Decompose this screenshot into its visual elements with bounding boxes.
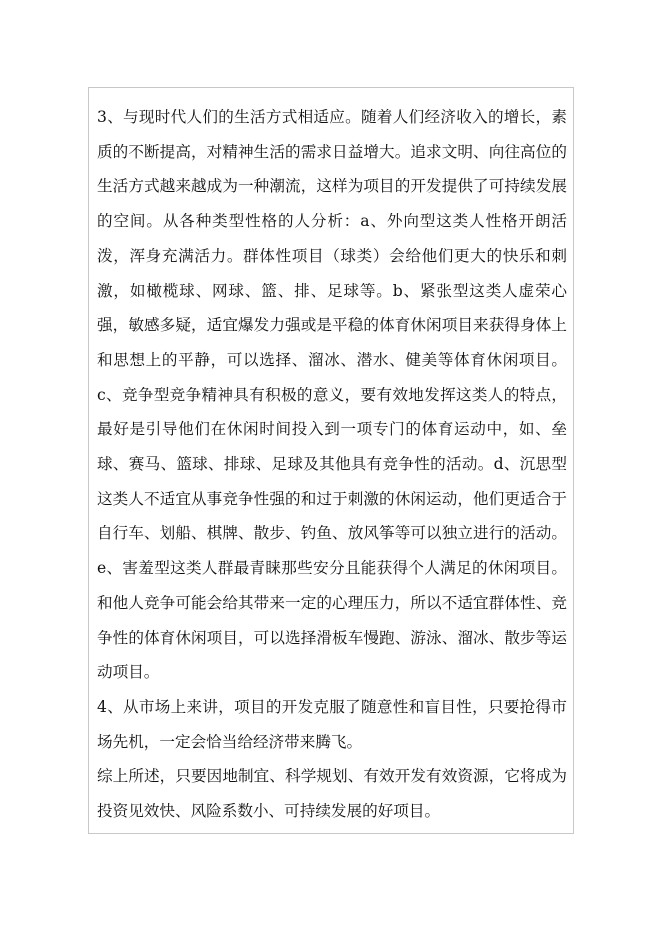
paragraph-lifestyle: 3、与现时代人们的生活方式相适应。随着人们经济收入的增长，素质的不断提高，对精神生活的需求日益增大。追求文明、向往高位的生活方式越来越成为一种潮流，这样为项目的开发提供了可持续发展的空间。从各种类型性格的人分析：a、外向型这类人性格开朗活泼，浑身充满活力。群体性项目（球类）会给他们更大的快乐和刺激，如橄榄球、网球、篮、排、足球等。b、紧张型这类人虚荣心强，敏感多疑，适宜爆发力强或是平稳的体育休闲项目来获得身体上和思想上的平静，可以选择、溜冰、潜水、健美等体育休闲项目。c、竞争型竞争精神具有积极的意义，要有效地发挥这类人的特点，最好是引导他们在休闲时间投入到一项专门的体育运动中，如、垒球、赛马、篮球、排球、足球及其他具有竞争性的活动。d、沉思型这类人不适宜从事竞争性强的和过于刺激的休闲运动，他们更适合于自行车、划船、棋牌、散步、钓鱼、放风筝等可以独立进行的活动。e、害羞型这类人群最青睐那些安分且能获得个人满足的休闲项目。和他人竞争可能会给其带来一定的心理压力，所以不适宜群体性、竞争性的体育休闲项目，可以选择滑板车慢跑、游泳、溜冰、散步等运动项目。: [97, 108, 567, 682]
paragraph-summary: 综上所述，只要因地制宜、科学规划、有效开发有效资源，它将成为投资见效快、风险系数小、可持续发展的好项目。: [97, 767, 567, 821]
document-body: [97, 100, 567, 829]
paragraph-market: 4、从市场上来讲，项目的开发克服了随意性和盲目性，只要抢得市场先机，一定会恰当给经济带来腾飞。: [97, 697, 567, 751]
